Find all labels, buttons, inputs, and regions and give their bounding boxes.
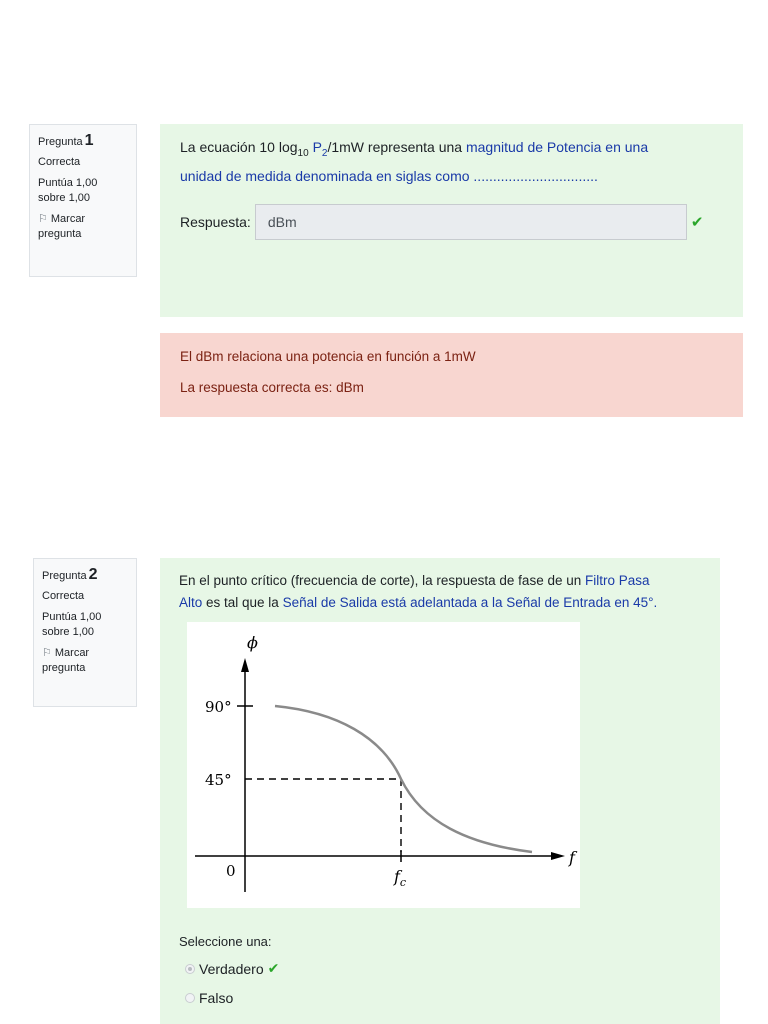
log-subscript: 10 [297,147,309,159]
origin-label: 0 [226,862,236,880]
grade-line-1: Puntúa 1,00 [38,177,98,189]
option-verdadero[interactable] [185,960,279,977]
grade-line-2: sobre 1,00 [42,626,94,638]
question-number-value: 2 [88,566,98,583]
question-grade [42,610,128,640]
flag-label-2: pregunta [38,228,82,240]
phase-response-graph [187,622,580,908]
flag-question-link[interactable] [42,646,128,676]
grade-line-2: sobre 1,00 [38,192,90,204]
x-axis-label: f [569,848,575,867]
check-icon: ✔ [267,960,280,976]
select-prompt: Seleccione una: [179,934,272,949]
flag-label-1: Marcar [50,213,86,225]
question-text-highlight: Filtro Pasa [584,573,650,588]
question-text-highlight: unidad de medida denominada en siglas como ................................ [180,167,598,184]
question-text-part: La ecuación 10 log [180,139,298,155]
answer-label: Respuesta: [180,214,251,230]
question-text [179,570,709,614]
flag-label-1: Marcar [54,647,90,659]
power-subscript: 2 [321,147,328,159]
fc-label-main: f [394,867,400,886]
question-label: Pregunta [42,570,87,582]
question-text-highlight: Señal de Salida está adelantada a la Señal de Entrada en 45°. [282,595,658,610]
radio-falso[interactable] [185,993,195,1003]
flag-icon: ⚐ [38,213,48,225]
question-state: Correcta [42,590,85,602]
question-text-part: En el punto crítico (frecuencia de corte), la respuesta de fase de un [179,573,585,588]
question-grade [38,176,128,206]
question-text-part: es tal que la [202,595,283,610]
question-number [38,132,128,150]
general-feedback: El dBm relaciona una potencia en función a 1mW [180,349,476,364]
y-axis-arrow [241,658,249,672]
question-info-1 [29,124,137,277]
question-number [42,566,128,584]
x-axis-arrow [551,852,565,860]
option-falso[interactable] [185,990,233,1006]
grade-line-1: Puntúa 1,00 [42,611,102,623]
tick-label-45: 45° [205,771,232,789]
question-text-part: /1mW representa una [327,139,466,155]
answer-input[interactable]: dBm [255,204,687,240]
radio-verdadero[interactable] [185,964,195,974]
question-info-2 [33,558,137,707]
question-text-highlight: magnitud de Potencia en una [465,139,649,155]
y-axis-label: ϕ [247,633,258,652]
question-formulation-2 [160,558,720,1024]
question-number-value: 1 [84,132,94,149]
question-text [180,136,725,187]
feedback-box-1 [160,333,743,417]
flag-label-2: pregunta [42,662,86,674]
question-text-highlight: Alto [179,595,203,610]
tick-label-90: 90° [205,698,232,716]
answer-row [180,204,703,240]
flag-icon: ⚐ [42,647,52,659]
question-state: Correcta [38,156,81,168]
option-label: Verdadero [199,960,264,977]
fc-label [393,867,406,889]
check-icon: ✔ [690,214,704,231]
phase-response-figure [187,622,580,908]
question-text-highlight: P [312,139,322,155]
right-answer: La respuesta correcta es: dBm [180,380,364,395]
option-label: Falso [199,990,234,1006]
question-label: Pregunta [38,136,83,148]
phase-curve [275,706,532,852]
question-formulation-1 [160,124,743,317]
fc-label-sub: c [399,876,407,889]
flag-question-link[interactable] [38,212,128,242]
